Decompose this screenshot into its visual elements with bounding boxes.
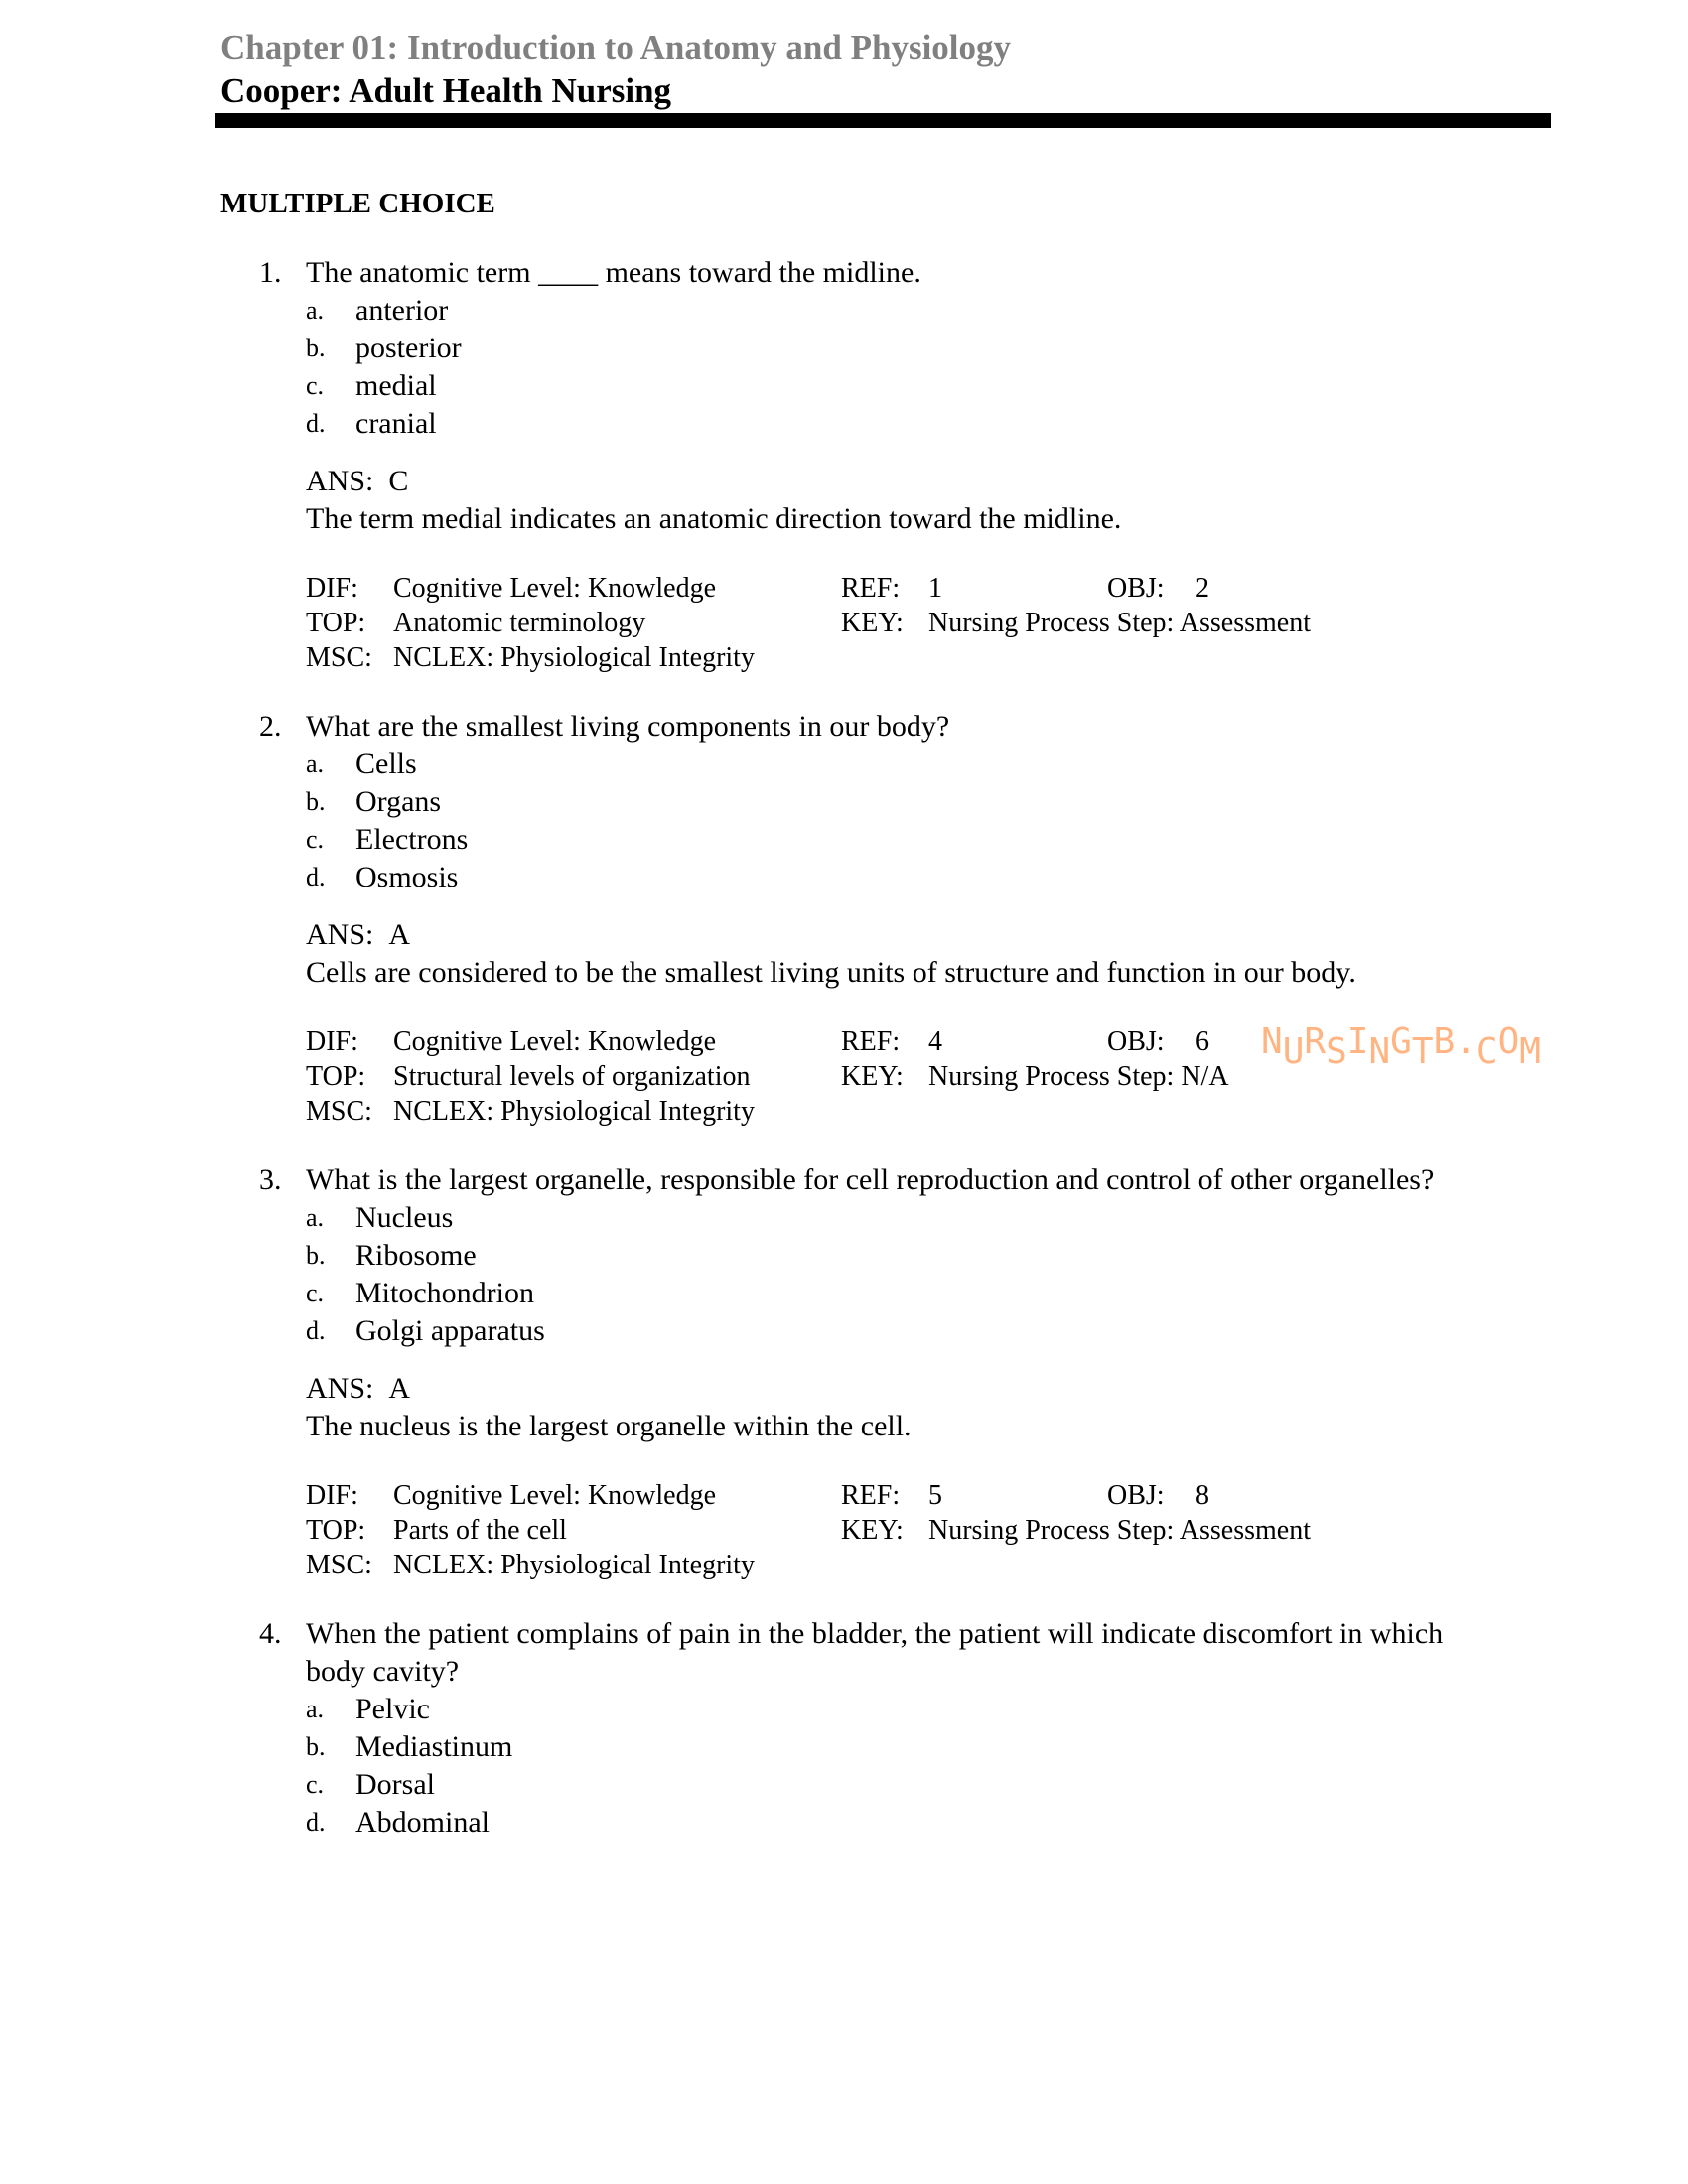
top-value: Parts of the cell [393,1515,567,1546]
ref-value: 5 [928,1480,942,1511]
rationale-text: The term medial indicates an anatomic direction toward the midline. [306,502,1122,535]
question-item [0,1161,1688,1582]
watermark-letter: N [1368,1031,1391,1072]
option-text: Cells [355,748,417,780]
dif-label: DIF: [306,1480,358,1511]
dif-value: Cognitive Level: Knowledge [393,1026,717,1057]
answer-option [306,330,1688,367]
watermark-letter: R [1304,1022,1327,1062]
watermark-letter: B [1433,1022,1456,1062]
watermark-letter: C [1476,1031,1498,1072]
question-text: What is the largest organelle, responsible for cell reproduction and control of other organelles? [306,1163,1435,1196]
question-number: 4. [259,1617,282,1650]
option-text: Organs [355,785,442,818]
answer-option [306,1312,1688,1350]
option-letter: c. [306,1279,325,1307]
option-letter: c. [306,371,325,400]
option-letter: c. [306,1770,325,1799]
answer-label: ANS: [306,1372,374,1405]
question-item [0,1615,1688,1842]
msc-label: MSC: [306,1096,372,1127]
watermark [1261,1022,1541,1072]
answer-option [306,1766,1688,1804]
answer-option [306,367,1688,405]
key-value: Nursing Process Step: N/A [928,1061,1229,1092]
option-text: Electrons [355,823,469,856]
answer-value: A [388,918,411,951]
book-title: Cooper: Adult Health Nursing [220,71,672,110]
key-label: KEY: [841,1061,904,1092]
answer-label: ANS: [306,918,374,951]
watermark-letter: O [1497,1022,1520,1062]
answer-line [306,916,1688,954]
obj-value: 2 [1196,573,1209,604]
answer-option [306,783,1688,821]
msc-value: NCLEX: Physiological Integrity [393,642,755,673]
answer-value: A [388,1372,411,1405]
option-text: Nucleus [355,1201,454,1234]
question-text: What are the smallest living components in our body? [306,710,950,743]
key-label: KEY: [841,608,904,638]
dif-value: Cognitive Level: Knowledge [393,1480,717,1511]
question-number: 3. [259,1163,282,1196]
question-metadata [306,571,1688,675]
key-value: Nursing Process Step: Assessment [928,1515,1311,1546]
watermark-letter: U [1282,1031,1305,1072]
question-number: 2. [259,710,282,743]
option-text: Abdominal [355,1806,490,1839]
option-letter: a. [306,296,325,325]
option-letter: d. [306,409,326,438]
option-letter: a. [306,1695,325,1723]
top-value: Structural levels of organization [393,1061,751,1092]
option-text: Ribosome [355,1239,477,1272]
msc-label: MSC: [306,642,372,673]
answer-label: ANS: [306,465,374,497]
top-value: Anatomic terminology [393,608,646,638]
answer-value: C [388,465,409,497]
header-rule [215,113,1551,128]
answer-option [306,1804,1688,1842]
section-title: MULTIPLE CHOICE [220,188,495,219]
msc-value: NCLEX: Physiological Integrity [393,1550,755,1580]
question-item [0,254,1688,675]
ref-label: REF: [841,573,901,604]
obj-value: 6 [1196,1026,1209,1057]
watermark-letter: . [1455,1022,1477,1062]
watermark-letter: I [1346,1022,1369,1062]
answer-option [306,1691,1688,1728]
msc-label: MSC: [306,1550,372,1580]
top-label: TOP: [306,1061,366,1092]
question-metadata [306,1478,1688,1582]
answer-option [306,292,1688,330]
dif-label: DIF: [306,573,358,604]
answer-option [306,1199,1688,1237]
ref-label: REF: [841,1480,901,1511]
question-number: 1. [259,256,282,289]
chapter-title: Chapter 01: Introduction to Anatomy and Physiology [220,28,1012,67]
option-text: medial [355,369,437,402]
option-letter: c. [306,825,325,854]
answer-line [306,463,1688,500]
obj-value: 8 [1196,1480,1209,1511]
answer-option [306,821,1688,859]
option-text: anterior [355,294,449,327]
option-text: posterior [355,332,462,364]
question-text: The anatomic term ____ means toward the midline. [306,256,921,289]
answer-option [306,1275,1688,1312]
question-text: When the patient complains of pain in the bladder, the patient will indicate discomfort in which body cavity? [306,1617,1444,1688]
option-letter: a. [306,750,325,778]
option-letter: d. [306,1316,326,1345]
dif-label: DIF: [306,1026,358,1057]
watermark-letter: G [1390,1022,1412,1062]
option-text: Mediastinum [355,1730,513,1763]
watermark-letter: S [1326,1031,1347,1072]
answer-line [306,1370,1688,1408]
key-value: Nursing Process Step: Assessment [928,608,1311,638]
option-letter: d. [306,863,326,891]
answer-option [306,1237,1688,1275]
answer-option [306,859,1688,896]
option-letter: b. [306,1241,326,1270]
option-text: cranial [355,407,437,440]
option-letter: d. [306,1808,326,1837]
answer-option [306,405,1688,443]
dif-value: Cognitive Level: Knowledge [393,573,717,604]
key-label: KEY: [841,1515,904,1546]
option-text: Mitochondrion [355,1277,534,1309]
option-letter: b. [306,1732,326,1761]
option-text: Pelvic [355,1693,430,1725]
option-text: Dorsal [355,1768,435,1801]
watermark-letter: T [1411,1031,1434,1072]
ref-value: 4 [928,1026,942,1057]
option-text: Osmosis [355,861,459,893]
watermark-letter: N [1261,1022,1283,1062]
rationale-text: Cells are considered to be the smallest living units of structure and function in our body. [306,956,1356,989]
answer-option [306,746,1688,783]
rationale-text: The nucleus is the largest organelle within the cell. [306,1410,912,1442]
option-letter: b. [306,334,326,362]
answer-option [306,1728,1688,1766]
question-list [0,254,1688,1874]
option-letter: a. [306,1203,325,1232]
option-text: Golgi apparatus [355,1314,545,1347]
top-label: TOP: [306,1515,366,1546]
question-item [0,708,1688,1129]
watermark-letter: M [1519,1031,1541,1072]
msc-value: NCLEX: Physiological Integrity [393,1096,755,1127]
obj-label: OBJ: [1107,1026,1165,1057]
ref-value: 1 [928,573,942,604]
option-letter: b. [306,787,326,816]
top-label: TOP: [306,608,366,638]
obj-label: OBJ: [1107,1480,1165,1511]
ref-label: REF: [841,1026,901,1057]
obj-label: OBJ: [1107,573,1165,604]
